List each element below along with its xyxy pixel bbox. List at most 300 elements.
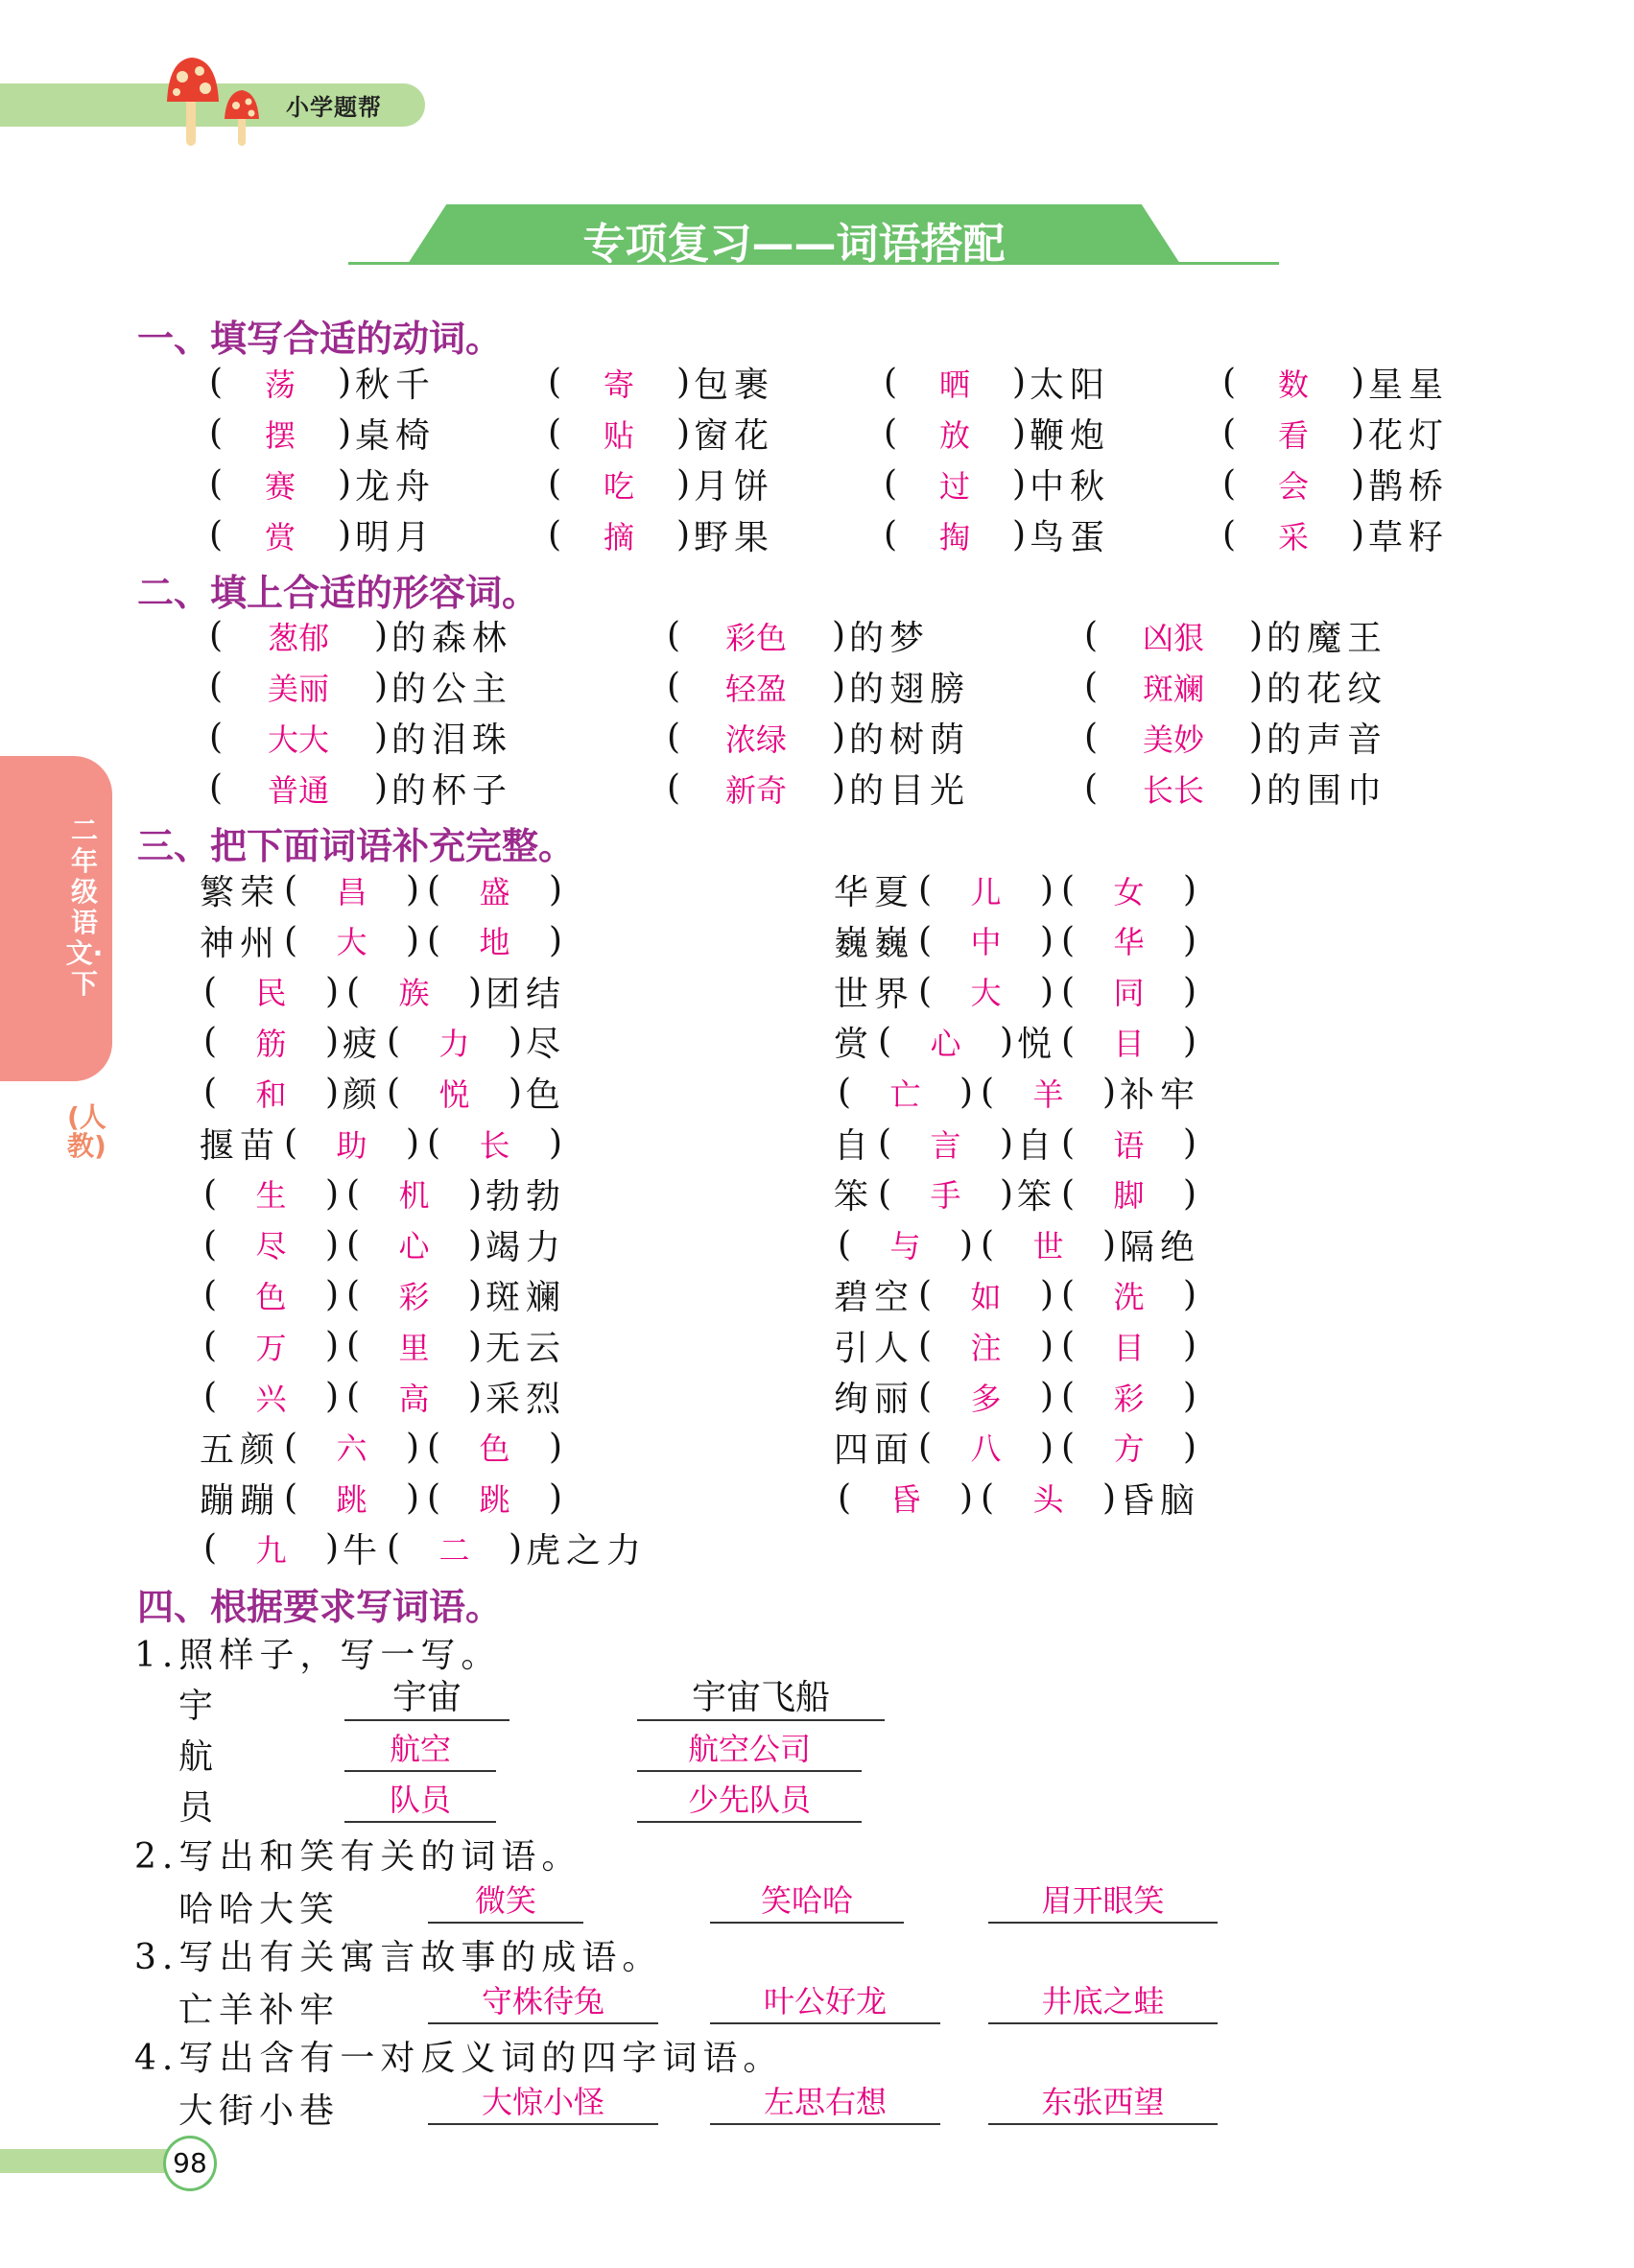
open-paren: ( [1221, 363, 1237, 402]
open-paren: ( [345, 1224, 361, 1264]
open-paren: ( [917, 870, 933, 910]
phrase-word: 的目光 [849, 771, 971, 811]
close-paren: ) [1248, 718, 1264, 757]
open-paren: ( [1060, 971, 1076, 1011]
idiom-item [834, 1473, 1200, 1524]
answer-text: 会 [1277, 467, 1309, 505]
adjective-item [205, 712, 512, 763]
answer-text: 斑斓 [1142, 670, 1204, 707]
open-paren: ( [883, 363, 898, 402]
answer-text: 同 [1113, 975, 1145, 1012]
close-paren: ) [1350, 363, 1365, 402]
answer-blank [1057, 1171, 1200, 1216]
answer-text: 目 [1113, 1329, 1145, 1366]
answer-blank [1219, 412, 1368, 456]
answer-blank [343, 1222, 485, 1266]
open-paren: ( [386, 1528, 401, 1569]
answer-text: 悦 [438, 1075, 470, 1113]
answer-text: 看 [1277, 416, 1309, 454]
idiom-item [834, 966, 1200, 1017]
idiom-item [200, 1523, 647, 1573]
grade-label: 二年级语文·下 [65, 815, 104, 1000]
example-word: 亡羊补牢 [178, 1991, 341, 2030]
example-char: 航 [178, 1737, 220, 1777]
answer-blank [914, 918, 1057, 962]
close-paren: ) [337, 464, 352, 504]
verb-item [1219, 459, 1449, 509]
idiom-item [834, 1422, 1200, 1473]
close-paren: ) [508, 1022, 523, 1062]
open-paren: ( [877, 1173, 892, 1214]
answer-text: 羊 [1032, 1075, 1064, 1113]
answer-blank [880, 513, 1030, 557]
close-paren: ) [1039, 920, 1054, 960]
idiom-text: 补牢 [1120, 1075, 1201, 1116]
open-paren: ( [837, 1477, 852, 1518]
answer-text: 寄 [603, 366, 634, 403]
answer-text: 目 [1113, 1025, 1145, 1062]
example-char: 员 [178, 1788, 220, 1828]
idiom-item [834, 1269, 1200, 1320]
answer-text: 放 [938, 416, 970, 454]
answer-blank [343, 1171, 485, 1216]
open-paren: ( [1060, 1427, 1076, 1467]
answer-blank [343, 1273, 485, 1317]
answer-blank [874, 1020, 1017, 1064]
four-char-answer: 宇宙飞船 [637, 1677, 885, 1721]
answer-blank [280, 1476, 423, 1520]
answer-text: 色 [255, 1278, 287, 1315]
answer-text: 昌 [336, 873, 367, 910]
close-paren: ) [831, 616, 846, 655]
answer-text: 力 [438, 1025, 470, 1062]
open-paren: ( [202, 1073, 218, 1113]
answer-blank [200, 1071, 343, 1115]
page-title: 专项复习——词语搭配 [582, 220, 1006, 269]
phrase-word: 中秋 [1030, 467, 1111, 507]
phrase-word: 窗花 [694, 416, 775, 456]
idiom-text: 神州 [200, 923, 281, 963]
close-paren: ) [1011, 515, 1027, 555]
open-paren: ( [547, 515, 562, 555]
close-paren: ) [405, 1427, 420, 1467]
answer-text: 彩 [1113, 1380, 1145, 1417]
answer-blank [200, 1273, 343, 1317]
open-paren: ( [917, 1326, 933, 1366]
phrase-word: 的森林 [391, 619, 513, 658]
example-word: 大街小巷 [178, 2091, 341, 2131]
idiom-item [200, 1016, 566, 1067]
open-paren: ( [426, 870, 441, 910]
two-char-answer: 航空 [344, 1728, 496, 1772]
open-paren: ( [1083, 768, 1099, 808]
idiom-text: 笨 [1017, 1176, 1058, 1217]
idiom-text: 竭力 [485, 1227, 567, 1267]
answer-blank [1080, 716, 1267, 760]
idiom-text: 巍巍 [834, 923, 915, 963]
section-heading: 一、填写合适的动词。 [137, 318, 503, 360]
answer-text: 里 [398, 1329, 430, 1366]
two-char-answer: 队员 [344, 1779, 496, 1823]
open-paren: ( [426, 1123, 441, 1163]
answer-line: 笑哈哈 [710, 1879, 904, 1924]
close-paren: ) [959, 1477, 974, 1518]
close-paren: ) [1011, 464, 1027, 504]
close-paren: ) [467, 1173, 483, 1214]
open-paren: ( [202, 971, 218, 1011]
open-paren: ( [283, 1427, 298, 1467]
idiom-text: 斑斓 [485, 1278, 567, 1318]
open-paren: ( [837, 1073, 852, 1113]
close-paren: ) [959, 1224, 974, 1264]
adjective-item [1080, 712, 1387, 763]
open-paren: ( [202, 1275, 218, 1315]
answer-blank [1057, 1122, 1200, 1166]
answer-blank [544, 462, 694, 507]
two-char-answer: 宇宙 [344, 1677, 509, 1721]
answer-blank [880, 361, 1030, 405]
close-paren: ) [1039, 1326, 1054, 1366]
open-paren: ( [547, 413, 562, 453]
answer-text: 六 [336, 1430, 367, 1468]
close-paren: ) [324, 1073, 340, 1113]
open-paren: ( [345, 1326, 361, 1366]
answer-blank [200, 1324, 343, 1368]
close-paren: ) [999, 1022, 1014, 1062]
verb-item [544, 408, 774, 459]
close-paren: ) [467, 1377, 483, 1416]
phrase-word: 的翅膀 [849, 670, 971, 709]
idiom-item [200, 1169, 566, 1219]
verb-item [1219, 509, 1449, 560]
open-paren: ( [345, 1275, 361, 1315]
phrase-word: 龙舟 [355, 467, 437, 507]
answer-text: 尽 [255, 1228, 287, 1265]
idiom-item [834, 1067, 1200, 1118]
close-paren: ) [405, 1477, 420, 1518]
answer-blank [423, 868, 566, 912]
close-paren: ) [548, 1123, 563, 1163]
close-paren: ) [1039, 870, 1054, 910]
answer-blank [280, 1425, 423, 1469]
answer-blank [1057, 1375, 1200, 1419]
answer-text: 助 [336, 1126, 367, 1164]
answer-blank [914, 1425, 1057, 1469]
answer-text: 儿 [970, 873, 1002, 910]
phrase-word: 月饼 [694, 467, 775, 507]
answer-blank [834, 1476, 977, 1520]
close-paren: ) [324, 1224, 340, 1264]
close-paren: ) [1182, 920, 1197, 960]
open-paren: ( [883, 515, 898, 555]
answer-text: 万 [255, 1329, 287, 1366]
answer-blank [544, 513, 694, 557]
answer-blank [200, 969, 343, 1013]
answer-text: 心 [398, 1228, 430, 1265]
close-paren: ) [1183, 1123, 1197, 1163]
open-paren: ( [202, 1224, 218, 1264]
answer-text: 兴 [255, 1380, 287, 1417]
close-paren: ) [831, 768, 846, 808]
open-paren: ( [1083, 667, 1099, 706]
close-paren: ) [548, 1427, 563, 1467]
close-paren: ) [548, 870, 563, 910]
answer-blank [1080, 614, 1267, 658]
answer-text: 如 [970, 1278, 1002, 1315]
close-paren: ) [1101, 1224, 1117, 1264]
idiom-item [834, 1371, 1200, 1422]
answer-text: 女 [1113, 873, 1145, 910]
answer-text: 地 [479, 924, 510, 961]
answer-text: 和 [255, 1075, 287, 1113]
idiom-text: 颜 [343, 1075, 384, 1116]
answer-blank [1057, 1273, 1200, 1317]
close-paren: ) [1011, 363, 1027, 402]
idiom-item [200, 966, 566, 1017]
answer-blank [1057, 918, 1200, 962]
open-paren: ( [917, 1377, 933, 1416]
open-paren: ( [426, 920, 441, 960]
open-paren: ( [666, 768, 681, 808]
open-paren: ( [1060, 870, 1076, 910]
verb-item [205, 509, 436, 560]
idiom-text: 五颜 [200, 1429, 281, 1470]
edition-label: (人教) [67, 1101, 107, 1162]
adjective-item [1080, 661, 1387, 712]
open-paren: ( [1221, 413, 1237, 453]
close-paren: ) [324, 1022, 340, 1062]
answer-text: 摆 [264, 416, 296, 454]
answer-text: 美丽 [267, 670, 329, 707]
idiom-item [834, 1169, 1200, 1219]
question-prompt: 4.写出含有一对反义词的四字词语。 [134, 2039, 784, 2078]
verb-item [544, 509, 774, 560]
answer-blank [914, 1375, 1057, 1419]
answer-blank [544, 361, 694, 405]
idiom-text: 华夏 [834, 873, 915, 912]
answer-text: 二 [438, 1531, 470, 1569]
phrase-word: 的泪珠 [391, 721, 513, 760]
answer-blank [663, 614, 849, 658]
open-paren: ( [1061, 1022, 1076, 1062]
answer-blank [663, 665, 849, 709]
answer-blank [423, 1425, 566, 1469]
close-paren: ) [1182, 1427, 1197, 1467]
answer-text: 方 [1113, 1430, 1145, 1468]
open-paren: ( [980, 1477, 995, 1518]
close-paren: ) [324, 1528, 340, 1569]
open-paren: ( [666, 616, 681, 655]
answer-blank [280, 918, 423, 962]
close-paren: ) [1248, 768, 1264, 808]
close-paren: ) [324, 1326, 340, 1366]
close-paren: ) [1182, 1275, 1197, 1315]
close-paren: ) [1183, 1173, 1197, 1214]
open-paren: ( [877, 1123, 892, 1163]
idiom-text: 绚丽 [834, 1380, 915, 1419]
close-paren: ) [467, 1275, 483, 1315]
open-paren: ( [1061, 1123, 1076, 1163]
section-heading: 四、根据要求写词语。 [137, 1586, 503, 1628]
answer-blank [1080, 665, 1267, 709]
open-paren: ( [1060, 920, 1076, 960]
open-paren: ( [202, 1326, 218, 1366]
close-paren: ) [675, 363, 691, 402]
idiom-text: 赏 [834, 1025, 875, 1065]
answer-text: 机 [398, 1177, 430, 1215]
idiom-item [200, 1118, 566, 1169]
verb-item [205, 357, 436, 408]
four-char-answer: 航空公司 [637, 1728, 862, 1772]
verb-item [880, 408, 1110, 459]
idiom-text: 引人 [834, 1329, 915, 1369]
close-paren: ) [1182, 971, 1197, 1011]
open-paren: ( [208, 515, 224, 555]
open-paren: ( [1221, 515, 1237, 555]
open-paren: ( [202, 1528, 218, 1569]
idiom-item [834, 1219, 1200, 1270]
answer-text: 亡 [889, 1075, 921, 1113]
idiom-item [834, 864, 1200, 915]
phrase-word: 鹊桥 [1368, 467, 1450, 507]
adjective-item [1080, 610, 1387, 661]
question-prompt: 1.照样子，写一写。 [134, 1636, 502, 1675]
answer-blank [663, 716, 849, 760]
idiom-text: 笨 [834, 1176, 875, 1217]
answer-blank [205, 462, 355, 507]
answer-blank [1219, 513, 1368, 557]
phrase-word: 明月 [355, 518, 437, 557]
open-paren: ( [283, 870, 298, 910]
verb-item [1219, 408, 1449, 459]
close-paren: ) [1101, 1477, 1117, 1518]
open-paren: ( [1060, 1377, 1076, 1416]
answer-text: 多 [970, 1380, 1002, 1417]
answer-blank [914, 868, 1057, 912]
question-prompt: 3.写出有关寓言故事的成语。 [134, 1938, 663, 1977]
close-paren: ) [405, 1123, 420, 1163]
answer-blank [663, 767, 849, 811]
open-paren: ( [980, 1224, 995, 1264]
open-paren: ( [917, 971, 933, 1011]
answer-text: 大 [336, 924, 367, 961]
idiom-text: 勃勃 [485, 1176, 567, 1217]
phrase-word: 秋千 [355, 366, 437, 405]
close-paren: ) [373, 718, 389, 757]
answer-text: 跳 [336, 1481, 367, 1519]
answer-line: 守株待兔 [428, 1980, 658, 2024]
idiom-item [834, 915, 1200, 966]
answer-blank [423, 1122, 566, 1166]
section-heading: 三、把下面词语补充完整。 [137, 825, 576, 867]
answer-blank [383, 1020, 526, 1064]
answer-text: 民 [255, 975, 287, 1012]
answer-text: 美妙 [1142, 721, 1204, 758]
answer-text: 世 [1032, 1228, 1064, 1265]
close-paren: ) [999, 1173, 1014, 1214]
example-char: 宇 [178, 1687, 220, 1726]
close-paren: ) [324, 1275, 340, 1315]
idiom-text: 蹦蹦 [200, 1480, 281, 1521]
open-paren: ( [666, 718, 681, 757]
answer-text: 普通 [267, 771, 329, 809]
adjective-item [205, 763, 512, 814]
verb-item [880, 459, 1110, 509]
idiom-item [834, 1016, 1200, 1067]
close-paren: ) [1101, 1073, 1117, 1113]
idiom-item [200, 1473, 566, 1524]
phrase-word: 草籽 [1368, 518, 1450, 557]
open-paren: ( [426, 1477, 441, 1518]
phrase-word: 的花纹 [1267, 670, 1388, 709]
answer-text: 言 [930, 1126, 961, 1164]
answer-blank [200, 1375, 343, 1419]
four-char-answer: 少先队员 [637, 1779, 862, 1823]
answer-text: 生 [255, 1177, 287, 1215]
idiom-text: 自 [834, 1126, 875, 1166]
open-paren: ( [208, 616, 224, 655]
answer-text: 轻盈 [724, 670, 787, 707]
answer-text: 八 [970, 1430, 1002, 1468]
answer-blank [914, 1273, 1057, 1317]
idiom-text: 昏脑 [1120, 1480, 1201, 1521]
answer-line: 大惊小怪 [428, 2081, 658, 2125]
answer-blank [205, 614, 391, 658]
answer-text: 跳 [479, 1481, 510, 1519]
idiom-item [200, 1067, 566, 1118]
close-paren: ) [1183, 1022, 1197, 1062]
answer-blank [1057, 969, 1200, 1013]
open-paren: ( [666, 667, 681, 706]
answer-text: 葱郁 [267, 619, 329, 656]
answer-blank [1080, 767, 1267, 811]
adjective-item [663, 610, 930, 661]
answer-blank [343, 1324, 485, 1368]
answer-blank [205, 513, 355, 557]
open-paren: ( [917, 920, 933, 960]
close-paren: ) [467, 971, 483, 1011]
answer-blank [1219, 462, 1368, 507]
answer-text: 吃 [603, 467, 634, 505]
answer-blank [834, 1222, 977, 1266]
close-paren: ) [1350, 515, 1365, 555]
close-paren: ) [324, 1173, 340, 1214]
answer-text: 长 [479, 1126, 510, 1164]
answer-blank [1057, 1324, 1200, 1368]
footer-bar [0, 2149, 168, 2173]
idiom-text: 四面 [834, 1429, 915, 1470]
open-paren: ( [345, 1173, 361, 1214]
open-paren: ( [426, 1427, 441, 1467]
answer-text: 筋 [255, 1025, 287, 1062]
open-paren: ( [202, 1173, 218, 1214]
close-paren: ) [675, 413, 691, 453]
answer-blank [977, 1222, 1120, 1266]
answer-text: 脚 [1113, 1177, 1145, 1215]
idiom-text: 揠苗 [200, 1126, 281, 1166]
close-paren: ) [548, 920, 563, 960]
open-paren: ( [1221, 464, 1237, 504]
answer-blank [343, 1375, 485, 1419]
answer-text: 色 [479, 1430, 510, 1468]
answer-text: 手 [930, 1177, 961, 1215]
verb-item [880, 357, 1110, 408]
answer-text: 昏 [889, 1481, 921, 1519]
close-paren: ) [508, 1073, 523, 1113]
phrase-word: 的围巾 [1267, 771, 1388, 811]
idiom-text: 碧空 [834, 1278, 915, 1318]
brand-name: 小学题帮 [286, 94, 382, 121]
